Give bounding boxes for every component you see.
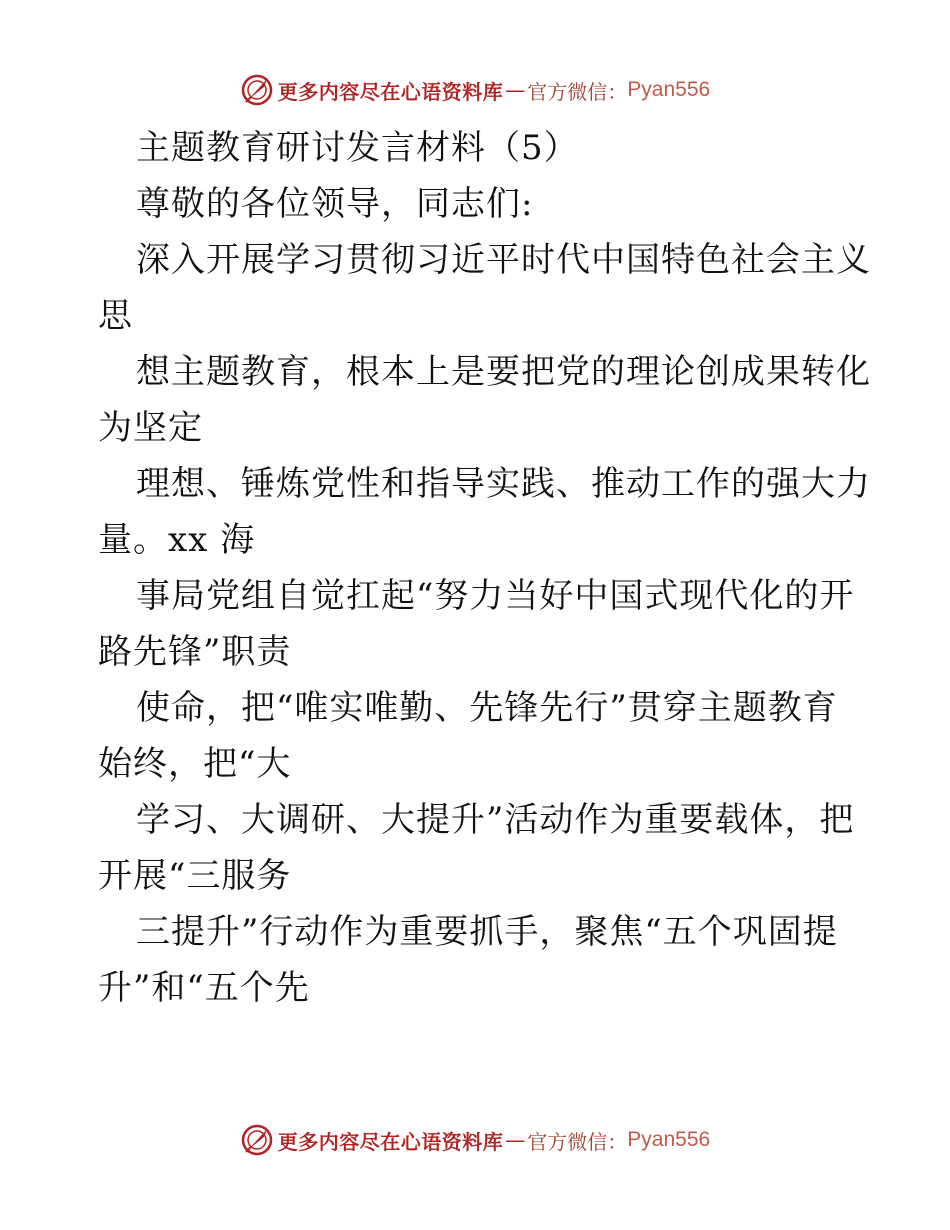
footer-watermark-banner: [0, 1120, 950, 1160]
doc-line: 三提升”行动作为重要抓手，聚焦“五个巩固提: [136, 912, 838, 952]
doc-salutation: 尊敬的各位领导，同志们:: [136, 184, 534, 224]
doc-line: 路先锋”职责: [98, 632, 292, 672]
header-watermark-banner: [0, 70, 950, 110]
banner-official-label: 官方微信：: [527, 79, 628, 104]
doc-line: 思: [98, 296, 133, 336]
banner-wechat-id: Pyan556: [627, 78, 711, 101]
doc-line: 始终，把“大: [98, 744, 292, 784]
doc-line: 为坚定: [98, 408, 203, 448]
doc-line: 学习、大调研、大提升”活动作为重要载体，把: [136, 800, 855, 840]
banner-separator: —: [505, 1128, 526, 1152]
quill-pen-circle-icon: [240, 73, 274, 107]
banner-official-label: 官方微信：: [527, 1129, 628, 1154]
doc-line: 升”和“五个先: [98, 968, 310, 1008]
doc-line: 使命，把“唯实唯勤、先锋先行”贯穿主题教育: [136, 688, 838, 728]
doc-line: 想主题教育，根本上是要把党的理论创成果转化: [136, 352, 871, 392]
banner-site-text: 更多内容尽在心语资料库: [277, 1129, 504, 1154]
document-body: [98, 120, 871, 1016]
doc-line: 事局党组自觉扛起“努力当好中国式现代化的开: [136, 576, 855, 616]
doc-line: 深入开展学习贯彻习近平时代中国特色社会主义: [136, 240, 871, 280]
doc-line: 理想、锤炼党性和指导实践、推动工作的强大力: [136, 464, 871, 504]
banner-separator: —: [505, 78, 526, 102]
banner-wechat-id: Pyan556: [627, 1128, 711, 1151]
banner-site-text: 更多内容尽在心语资料库: [277, 79, 504, 104]
doc-title: 主题教育研讨发言材料（5）: [136, 128, 579, 168]
doc-line: 量。xx 海: [98, 520, 256, 560]
quill-pen-circle-icon: [240, 1123, 274, 1157]
doc-line: 开展“三服务: [98, 856, 292, 896]
